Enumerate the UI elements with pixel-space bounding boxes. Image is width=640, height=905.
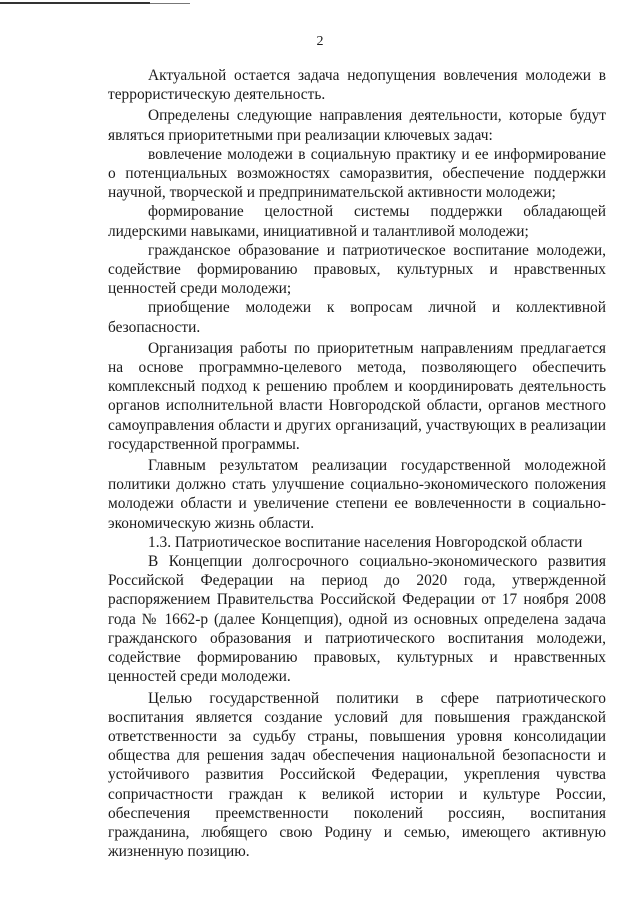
section-heading-1-3: 1.3. Патриотическое воспитание населения Новгородской области [148, 533, 583, 551]
top-scan-line [0, 2, 150, 4]
list-item-social-practice: вовлечение молодежи в социальную практику и ее информирование о потенциальных возможностях саморазвития, обеспечение поддержки научной, творческой и предпринимательской активности молодежи; [108, 145, 606, 202]
paragraph-terrorism-prevention: Актуальной остается задача недопущения вовлечения молодежи в террористическую деятельность. [108, 67, 606, 104]
paragraph-main-result: Главным результатом реализации государственной молодежной политики должно стать улучшение социально-экономического положения молодежи области и увеличение степени ее вовлеченности в социально-экономическую жизнь области. [108, 457, 606, 532]
paragraph-policy-goal: Целью государственной политики в сфере патриотического воспитания является создание условий для повышения гражданской ответственности за судьбу страны, повышения уровня консолидации общества для решения задач обеспечения национальной безопасности и устойчивого развития Российской Федерации, укрепления чувства сопричастности граждан к великой истории и культуре России, обеспечения преемственности поколений россиян, воспитания гражданина, любящего свою Родину и семью, имеющего активную жизненную позицию. [108, 689, 606, 861]
list-item-civic-education: гражданское образование и патриотическое воспитание молодежи, содействие формированию правовых, культурных и нравственных ценностей среди молодежи; [108, 241, 606, 298]
paragraph-program-method: Организация работы по приоритетным направлениям предлагается на основе программно-целевого метода, позволяющего обеспечить комплексный подход к решению проблем и координировать деятельность органов исполнительной власти Новгородской области, органов местного самоуправления области и других организаций, участвующих в реализации государственной программы. [108, 339, 606, 453]
list-item-support-system: формирование целостной системы поддержки обладающей лидерскими навыками, инициативной и талантливой молодежи; [108, 203, 606, 240]
top-scan-line-thin [150, 3, 190, 4]
paragraph-concept: В Концепции долгосрочного социально-экономического развития Российской Федерации на период до 2020 года, утвержденной распоряжением Правительства Российской Федерации от 17 ноября 2008 года № 1662-р (далее Концепция), одной из основных определена задача гражданского образования и патриотического воспитания молодежи, содействие формированию правовых, культурных и нравственных ценностей среди молодежи. [108, 553, 606, 686]
page-number: 2 [316, 34, 324, 49]
paragraph-priority-directions: Определены следующие направления деятельности, которые будут являться приоритетными при реализации ключевых задач: [108, 107, 606, 144]
document-body [108, 66, 606, 861]
list-item-safety: приобщение молодежи к вопросам личной и коллективной безопасности. [108, 299, 606, 336]
